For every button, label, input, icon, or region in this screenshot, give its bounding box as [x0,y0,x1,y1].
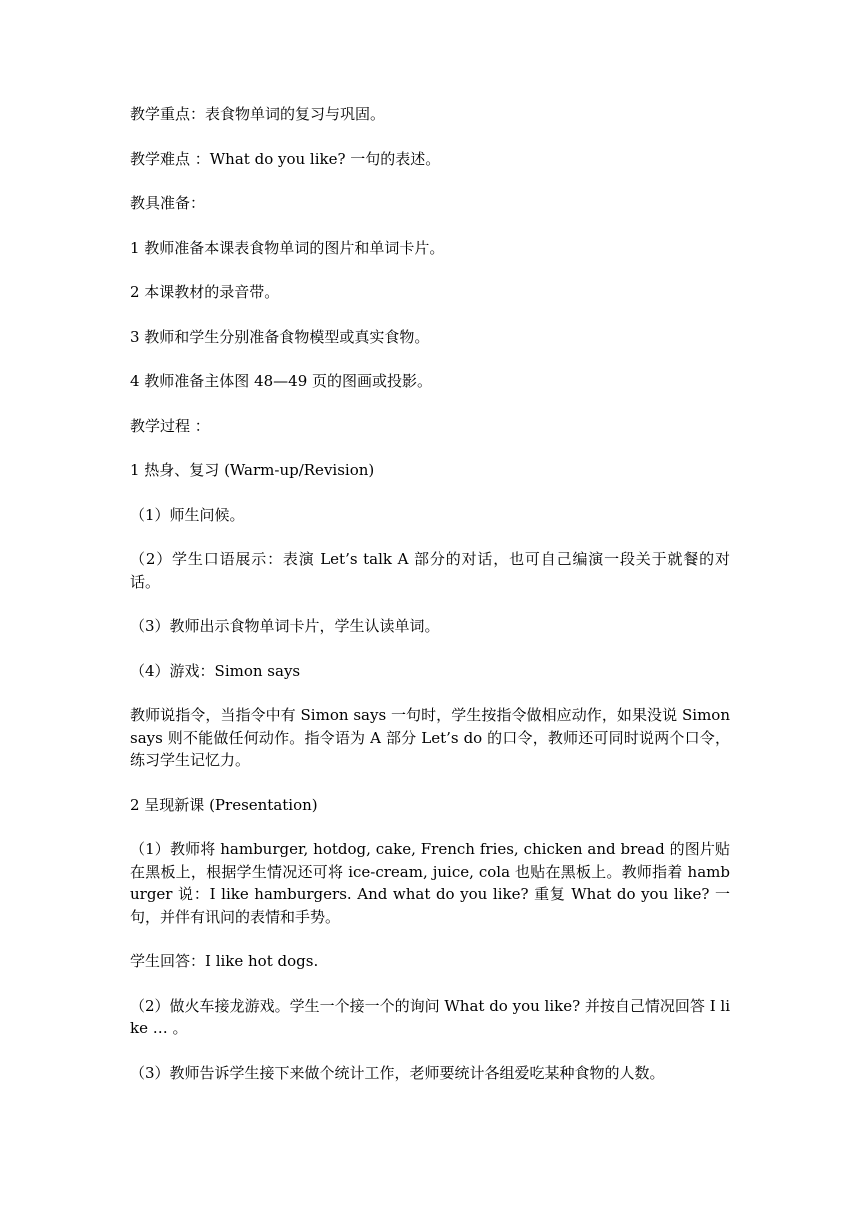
teaching-aid-item: 3 教师和学生分别准备食物模型或真实食物。 [130,327,430,346]
body-paragraph: 教师说指令，当指令中有 Simon says 一句时，学生按指令做相应动作，如果没说 Simon says 则不能做任何动作。指令语为 A 部分 Let’s do 的口令，教师还可同时说两个口令，练习学生记忆力。 [130,706,730,769]
difficult-point: 教学难点 ：What do you like? 一句的表述。 [130,149,441,168]
step-paragraph: （2）学生口语展示：表演 Let’s talk A 部分的对话，也可自己编演一段关于就餐的对话。 [130,550,730,591]
step-paragraph: （2）做火车接龙游戏。学生一个接一个的询问 What do you like? 并按自己情况回答 I like … 。 [130,996,730,1037]
teaching-aids-heading: 教具准备： [130,194,206,212]
teaching-aid-item: 2 本课教材的录音带。 [130,283,280,301]
teaching-process-heading: 教学过程 ： [130,416,210,435]
step-paragraph: （1）教师将 hamburger, hotdog, cake, French fries, chicken and bread 的图片贴在黑板上，根据学生情况还可将 ice-cream, juice, cola 也贴在黑板上。教师指着 hamburger 说：I like hamburgers. And what do you like? 重复 What do you like? 一句，并伴有讯问的表情和手势。 [130,840,730,926]
body-paragraph: 学生回答：I like hot dogs. [130,952,319,970]
step-paragraph: （3）教师出示食物单词卡片，学生认读单词。 [130,617,440,635]
step-paragraph: （3）教师告诉学生接下来做个统计工作，老师要统计各组爱吃某种食物的人数。 [130,1063,665,1082]
key-point: 教学重点：表食物单词的复习与巩固。 [130,105,386,123]
section-heading-presentation: 2 呈现新课 (Presentation) [130,795,318,814]
section-heading-warmup: 1 热身、复习 (Warm-up/Revision) [130,461,375,479]
teaching-aid-item: 1 教师准备本课表食物单词的图片和单词卡片。 [130,238,445,257]
step-paragraph: （1）师生问候。 [130,505,245,524]
document-page [130,103,730,1106]
teaching-aid-item: 4 教师准备主体图 48—49 页的图画或投影。 [130,372,433,390]
step-paragraph: （4）游戏：Simon says [130,661,301,680]
